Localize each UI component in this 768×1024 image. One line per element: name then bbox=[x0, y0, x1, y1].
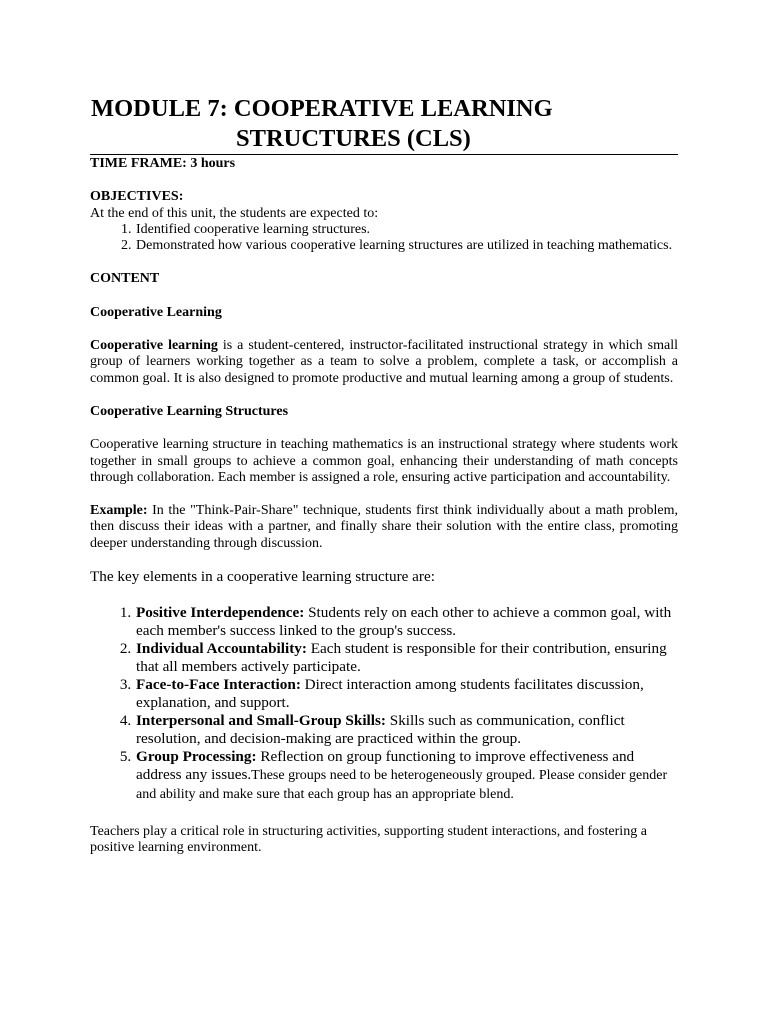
module-title-line1: MODULE 7: COOPERATIVE LEARNING bbox=[91, 95, 553, 122]
closing-paragraph: Teachers play a critical role in structuring activities, supporting student interactions, and fostering a positive learning environment. bbox=[90, 824, 647, 856]
example-paragraph bbox=[90, 503, 678, 552]
module-title bbox=[90, 94, 678, 154]
key-element-text: Each student is responsible for their contribution, ensuring that all members actively participate. bbox=[136, 640, 667, 676]
time-frame: TIME FRAME: 3 hours bbox=[90, 156, 236, 171]
objective-item: 2. Demonstrated how various cooperative learning structures are utilized in teaching mathematics. bbox=[135, 238, 678, 254]
key-element-term: Interpersonal and Small-Group Skills: bbox=[136, 712, 386, 730]
objectives-section bbox=[90, 189, 678, 254]
key-element-text: Skills such as communication, conflict resolution, and decision-making are practiced within the group. bbox=[136, 712, 625, 748]
key-elements-list bbox=[90, 604, 678, 804]
section-heading-cooperative-learning: Cooperative Learning bbox=[90, 304, 222, 320]
key-element-term: Individual Accountability: bbox=[136, 640, 307, 658]
module-title-line2: STRUCTURES (CLS) bbox=[236, 125, 471, 152]
key-element-term: Face-to-Face Interaction: bbox=[136, 676, 301, 694]
key-element-item bbox=[135, 748, 678, 804]
example-body: In the "Think-Pair-Share" technique, students first think individually about a math problem, then discuss their ideas with a partner, and finally share their solution with the entire class, promoting deeper understanding through discussion. bbox=[90, 503, 678, 551]
key-elements-intro: The key elements in a cooperative learning structure are: bbox=[90, 568, 435, 586]
key-element-text: Direct interaction among students facilitates discussion, explanation, and support. bbox=[136, 676, 644, 712]
document-content bbox=[90, 94, 678, 857]
key-element-text: Students rely on each other to achieve a common goal, with each member's success linked to the group's success. bbox=[136, 604, 672, 640]
objectives-list bbox=[90, 222, 678, 255]
objective-item: 1. Identified cooperative learning structures. bbox=[135, 222, 678, 238]
key-element-item bbox=[135, 676, 678, 712]
key-element-term: Positive Interdependence: bbox=[136, 604, 305, 622]
title-rule bbox=[90, 154, 678, 155]
cooperative-learning-body: is a student-centered, instructor-facilitated instructional strategy in which small group of learners working together as a team to solve a problem, complete a task, or accomplish a common goal. It is also designed to promote productive and mutual learning among a group of students. bbox=[90, 338, 678, 386]
cls-paragraph: Cooperative learning structure in teaching mathematics is an instructional strategy where students work together in small groups to achieve a common goal, enhancing their understanding of math concepts through collaboration. Each member is assigned a role, ensuring active participation and accountability. bbox=[90, 437, 678, 485]
objectives-heading: OBJECTIVES: bbox=[90, 189, 184, 205]
cooperative-learning-paragraph bbox=[90, 338, 678, 387]
grouping-note: These groups need to be heterogeneously grouped. Please consider gender and ability and make sure that each group has an appropriate blend. bbox=[136, 768, 668, 803]
objectives-intro: At the end of this unit, the students are expected to: bbox=[90, 205, 379, 221]
key-element-item bbox=[135, 712, 678, 748]
key-element-term: Group Processing: bbox=[136, 748, 257, 766]
key-elements-section bbox=[90, 604, 678, 804]
key-element-text: Reflection on group functioning to improve effectiveness and address any issues. bbox=[136, 748, 635, 784]
section-heading-cls: Cooperative Learning Structures bbox=[90, 403, 289, 419]
example-label: Example: bbox=[90, 503, 148, 519]
key-element-item bbox=[135, 604, 678, 640]
key-element-item bbox=[135, 640, 678, 676]
content-heading: CONTENT bbox=[90, 271, 160, 287]
term-cooperative-learning: Cooperative learning bbox=[90, 338, 218, 354]
